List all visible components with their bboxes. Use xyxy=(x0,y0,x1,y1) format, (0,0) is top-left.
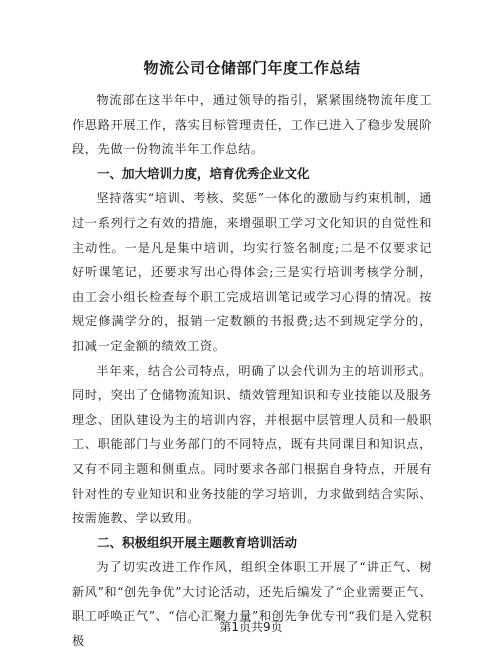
section-training-paragraph-1: 坚持落实“培训、考核、奖惩”一体化的激励与约束机制，通过一系列行之有效的措施，来增强职工学习文化知识的自觉性和主动性。一是凡是集中培训，均实行签名制度;二是不仅要求记好听课笔记，还要求写出心得体会;三是实行培训考核学分制，由工会小组长检查每个职工完成培训笔记或学习心得的情况。按规定修满学分的，报销一定数额的书报费;达不到规定学分的，扣减一定金额的绩效工资。 xyxy=(72,191,432,353)
document-title: 物流公司仓储部门年度工作总结 xyxy=(143,59,361,77)
section-heading-training: 一、加大培训力度，培育优秀企业文化 xyxy=(97,165,310,181)
section-training-paragraph-2: 半年来，结合公司特点，明确了以会代训为主的培训形式。同时，突出了仓储物流知识、绩效管理知识和专业技能以及服务理念、团队建设为主的培训内容，并根据中层管理人员和一般职工、职能部门与业务部门的不同特点，既有共同课目和知识点，又有不同主题和侧重点。同时要求各部门根据自身特点，开展有针对性的专业知识和业务技能的学习培训，力求做到结合实际、按需施教、学以致用。 xyxy=(72,363,432,526)
section-heading-education: 二、积极组织开展主题教育培训活动 xyxy=(97,534,298,550)
intro-paragraph: 物流部在这半年中，通过领导的指引，紧紧围绕物流年度工作思路开展工作，落实目标管理责任，工作已进入了稳步发展阶段，先做一份物流半年工作总结。 xyxy=(72,93,432,157)
page-number-footer: 第1页共9页 xyxy=(219,620,283,634)
section-education-paragraph-1: 为了切实改进工作作风，组织全体职工开展了“讲正气、树新风”和“创先争优”大讨论活动，还先后编发了“企业需要正气、职工呼唤正气”、“信心汇聚力量”和创先争优专刊“我们是入党积极 xyxy=(72,560,432,649)
